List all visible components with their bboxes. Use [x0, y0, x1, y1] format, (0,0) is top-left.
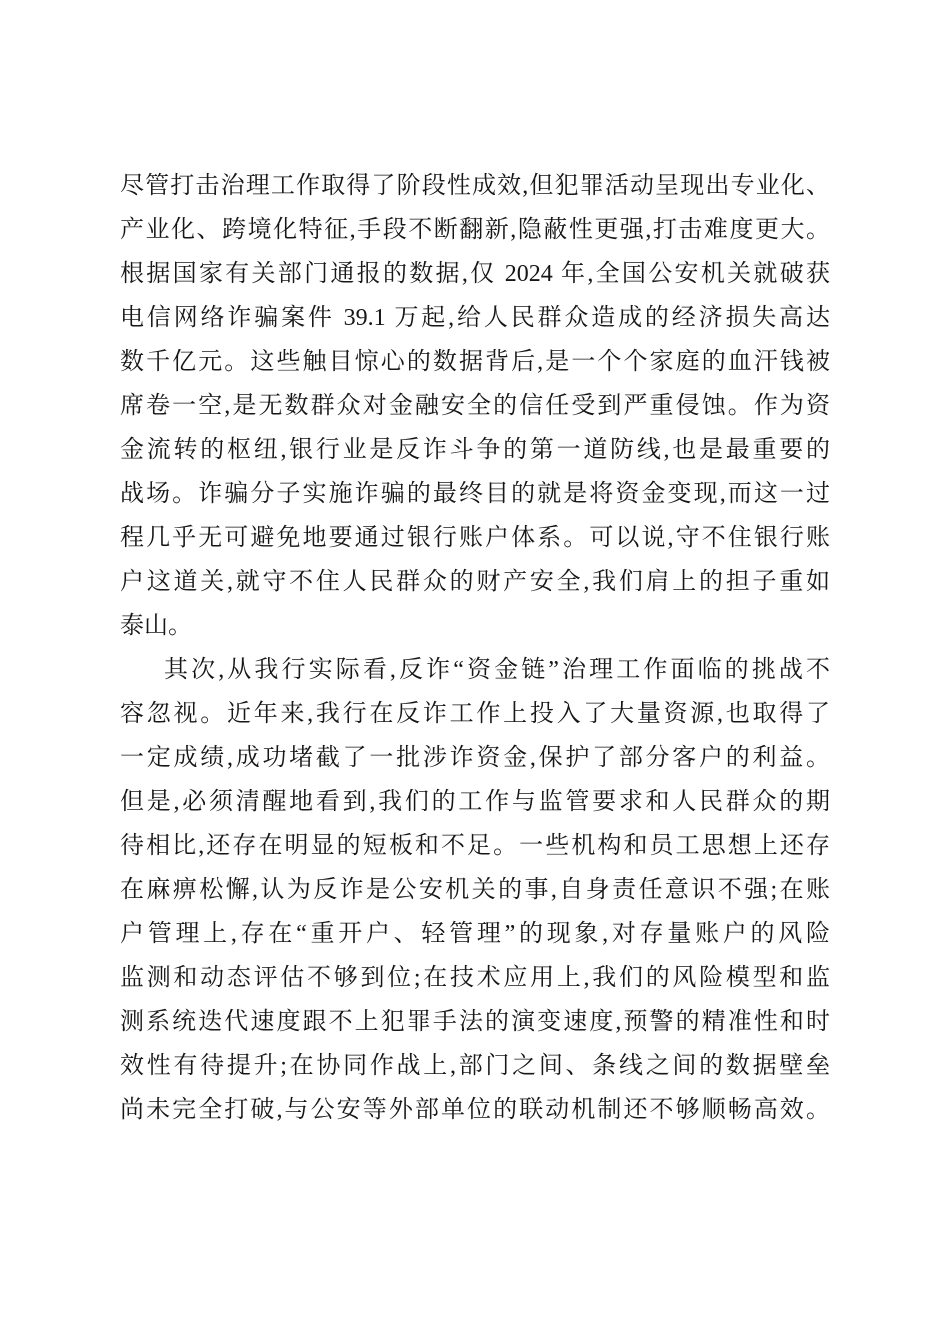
text-line: 程几乎无可避免地要通过银行账户体系。可以说,守不住银行账: [120, 525, 830, 551]
text-line: 一定成绩,成功堵截了一批涉诈资金,保护了部分客户的利益。: [120, 745, 830, 771]
text-line: 容忽视。近年来,我行在反诈工作上投入了大量资源,也取得了: [120, 701, 830, 727]
text-line: 但是,必须清醒地看到,我们的工作与监管要求和人民群众的期: [120, 789, 830, 815]
text-line: 泰山。: [120, 613, 192, 639]
text-line: 效性有待提升;在协同作战上,部门之间、条线之间的数据壁垒: [120, 1053, 830, 1079]
text-line: 尽管打击治理工作取得了阶段性成效,但犯罪活动呈现出专业化、: [120, 173, 830, 199]
text-line: 其次,从我行实际看,反诈“资金链”治理工作面临的挑战不: [164, 657, 830, 683]
text-line: 根据国家有关部门通报的数据,仅 2024 年,全国公安机关就破获: [120, 261, 830, 287]
text-line: 电信网络诈骗案件 39.1 万起,给人民群众造成的经济损失高达: [120, 305, 830, 331]
text-line: 战场。诈骗分子实施诈骗的最终目的就是将资金变现,而这一过: [120, 481, 830, 507]
text-line: 户管理上,存在“重开户、轻管理”的现象,对存量账户的风险: [120, 921, 830, 947]
text-line: 户这道关,就守不住人民群众的财产安全,我们肩上的担子重如: [120, 569, 830, 595]
text-line: 产业化、跨境化特征,手段不断翻新,隐蔽性更强,打击难度更大。: [120, 217, 830, 243]
text-line: 金流转的枢纽,银行业是反诈斗争的第一道防线,也是最重要的: [120, 437, 830, 463]
text-line: 数千亿元。这些触目惊心的数据背后,是一个个家庭的血汗钱被: [120, 349, 830, 375]
text-line: 待相比,还存在明显的短板和不足。一些机构和员工思想上还存: [120, 833, 830, 859]
text-line: 席卷一空,是无数群众对金融安全的信任受到严重侵蚀。作为资: [120, 393, 830, 419]
paragraph-1: [120, 164, 830, 648]
document-body: [120, 164, 830, 1132]
paragraph-2: [120, 648, 830, 1132]
text-line: 测系统迭代速度跟不上犯罪手法的演变速度,预警的精准性和时: [120, 1009, 830, 1035]
text-line: 在麻痹松懈,认为反诈是公安机关的事,自身责任意识不强;在账: [120, 877, 830, 903]
text-line: 尚未完全打破,与公安等外部单位的联动机制还不够顺畅高效。: [120, 1097, 830, 1123]
text-line: 监测和动态评估不够到位;在技术应用上,我们的风险模型和监: [120, 965, 830, 991]
